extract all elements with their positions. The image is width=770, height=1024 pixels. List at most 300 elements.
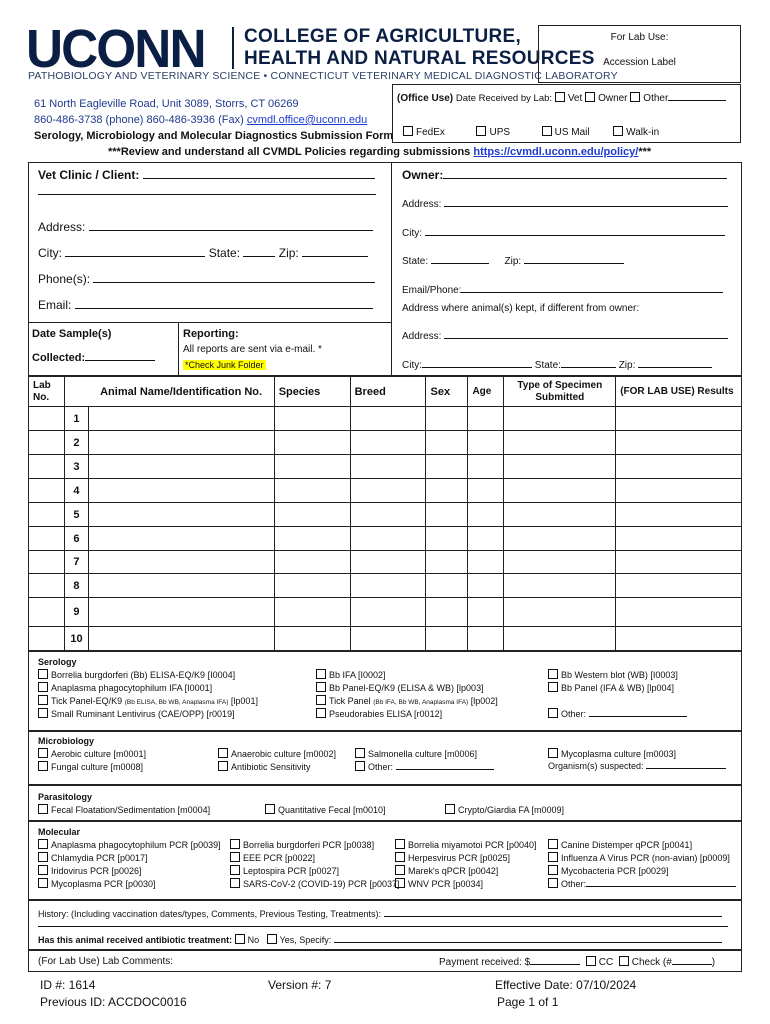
table-cell[interactable] — [426, 627, 468, 651]
table-cell[interactable] — [350, 574, 426, 598]
payment-label: Payment received: $ — [439, 957, 531, 968]
th-specimen: Type of Specimen Submitted — [504, 377, 616, 407]
table-cell[interactable] — [504, 407, 616, 431]
client-city-line[interactable] — [65, 256, 205, 257]
table-cell[interactable] — [88, 407, 274, 431]
table-row — [29, 598, 742, 627]
date-received-label: Date Received by Lab: — [455, 93, 553, 104]
kept-address-field[interactable] — [402, 331, 728, 342]
table-cell[interactable] — [88, 627, 274, 651]
table-cell[interactable] — [350, 455, 426, 479]
sero-other[interactable] — [548, 708, 687, 719]
th-results: (FOR LAB USE) Results — [616, 377, 742, 407]
para-crypto[interactable] — [445, 804, 564, 815]
table-row — [29, 574, 742, 598]
other-label: Other — [643, 93, 669, 104]
owner-zip-line[interactable] — [524, 263, 624, 264]
mol-mycobacteria[interactable] — [548, 865, 669, 876]
th-age: Age — [468, 377, 504, 407]
sero-tick1-detail: (Bb ELISA, Bb WB, Anaplasma IFA) — [124, 699, 229, 706]
table-cell[interactable] — [504, 503, 616, 527]
footer-page: Page 1 of 1 — [497, 995, 559, 1009]
row-number: 5 — [64, 503, 88, 527]
table-cell[interactable] — [88, 598, 274, 627]
kept-zip-label: Zip: — [618, 360, 636, 371]
table-cell[interactable] — [616, 479, 742, 503]
footer-version: Version #: 7 — [268, 978, 332, 992]
para-quant-fecal-label: Quantitative Fecal [m0010] — [278, 805, 386, 815]
mol-mycoplasma-label: Mycoplasma PCR [p0030] — [51, 879, 156, 889]
row-number: 4 — [64, 479, 88, 503]
mol-mycoplasma[interactable] — [38, 878, 156, 889]
table-cell[interactable] — [504, 479, 616, 503]
para-fecal-float-label: Fecal Floatation/Sedimentation [m0004] — [51, 805, 211, 815]
college-name-line1: COLLEGE OF AGRICULTURE, — [244, 26, 522, 47]
check-label: Check (# — [631, 957, 672, 968]
client-phone-line[interactable] — [93, 282, 375, 283]
footer-previous-id: Previous ID: ACCDOC0016 — [40, 995, 187, 1009]
table-cell[interactable] — [350, 431, 426, 455]
table-cell[interactable] — [29, 527, 65, 551]
vet-label: Vet — [567, 93, 583, 104]
micro-aerobic-label: Aerobic culture [m0001] — [51, 749, 147, 759]
micro-anaerobic[interactable] — [218, 748, 336, 759]
table-cell[interactable] — [274, 503, 350, 527]
payment-line[interactable] — [530, 964, 580, 965]
antibiotic-specify-line[interactable] — [334, 942, 722, 943]
payment-row[interactable] — [439, 956, 715, 968]
table-cell[interactable] — [504, 527, 616, 551]
accession-label: Accession Label — [603, 57, 676, 68]
sero-bb-wb[interactable] — [548, 669, 678, 680]
owner-name-label: Owner: — [402, 168, 444, 182]
parasitology-title: Parasitology — [38, 792, 93, 802]
check-number-line[interactable] — [672, 964, 712, 965]
table-cell[interactable] — [274, 455, 350, 479]
table-cell[interactable] — [274, 627, 350, 651]
micro-mycoplasma[interactable] — [548, 748, 676, 759]
mol-anaplasma-label: Anaplasma phagocytophilum PCR [p0039] — [51, 840, 221, 850]
micro-other-label: Other: — [368, 762, 394, 772]
delivery-row — [403, 126, 659, 138]
table-cell[interactable] — [274, 598, 350, 627]
mol-mycobacteria-label: Mycobacteria PCR [p0029] — [561, 866, 669, 876]
mol-borrelia-b-label: Borrelia burgdorferi PCR [p0038] — [243, 840, 375, 850]
sero-tick2-detail: (Bb IFA, Bb WB, Anaplasma IFA) — [373, 699, 469, 706]
table-cell[interactable] — [29, 598, 65, 627]
table-cell[interactable] — [350, 407, 426, 431]
serology-title: Serology — [38, 657, 77, 667]
kept-city-row[interactable] — [402, 360, 712, 371]
table-cell[interactable] — [274, 407, 350, 431]
sero-bb-wb-label: Bb Western blot (WB) [I0003] — [561, 670, 678, 680]
table-cell[interactable] — [504, 627, 616, 651]
vet-clinic-line[interactable] — [143, 178, 375, 179]
micro-salmonella-label: Salmonella culture [m0006] — [368, 749, 478, 759]
owner-address-field[interactable] — [402, 199, 728, 210]
table-cell[interactable] — [426, 407, 468, 431]
table-cell[interactable] — [468, 431, 504, 455]
table-cell[interactable] — [468, 574, 504, 598]
table-cell[interactable] — [274, 551, 350, 574]
history-line2[interactable] — [38, 926, 728, 927]
table-cell[interactable] — [274, 431, 350, 455]
sero-srlv-label: Small Ruminant Lentivirus (CAE/OPP) [r0019] — [51, 709, 235, 719]
footer-id: ID #: 1614 — [40, 978, 96, 992]
para-crypto-label: Crypto/Giardia FA [m0009] — [458, 805, 565, 815]
table-row — [29, 407, 742, 431]
history-section — [28, 900, 742, 950]
form-title: Serology, Microbiology and Molecular Diagnostics Submission Form — [34, 130, 394, 142]
date-received-row — [397, 92, 726, 104]
mol-wnv[interactable] — [395, 878, 483, 889]
table-cell[interactable] — [88, 431, 274, 455]
logo-wordmark: UCONN — [26, 19, 205, 79]
walkin-checkbox[interactable] — [613, 126, 623, 136]
micro-mycoplasma-label: Mycoplasma culture [m0003] — [561, 749, 677, 759]
row-number: 7 — [64, 551, 88, 574]
table-cell[interactable] — [468, 627, 504, 651]
sero-tick-panel-label: Tick Panel — [329, 696, 371, 706]
footer-effective-date: Effective Date: 07/10/2024 — [495, 978, 637, 992]
table-cell[interactable] — [274, 574, 350, 598]
table-cell[interactable] — [504, 455, 616, 479]
phone-fax: 860-486-3738 (phone) 860-486-3936 (Fax) — [34, 114, 244, 126]
policy-suffix: *** — [638, 146, 652, 158]
micro-suspected[interactable] — [548, 761, 726, 771]
table-cell[interactable] — [350, 551, 426, 574]
date-samples-label: Date Sample(s) — [32, 328, 112, 340]
table-cell[interactable] — [29, 627, 65, 651]
sero-bb-panel-ifa-wb-label: Bb Panel (IFA & WB) [lp004] — [561, 683, 675, 693]
sero-tick-panel[interactable] — [316, 695, 498, 706]
sero-anaplasma-ifa[interactable] — [38, 682, 212, 693]
owner-state-label: State: — [402, 256, 429, 267]
collected-label: Collected: — [32, 352, 86, 364]
check-checkbox[interactable] — [619, 956, 629, 966]
th-breed: Breed — [350, 377, 426, 407]
kept-state-label: State: — [534, 360, 561, 371]
para-quant-fecal[interactable] — [265, 804, 386, 815]
table-cell[interactable] — [468, 527, 504, 551]
office-use-label: (Office Use) — [397, 93, 454, 104]
client-email-field[interactable] — [38, 298, 373, 312]
usmail-checkbox[interactable] — [542, 126, 552, 136]
logo-divider — [232, 27, 234, 69]
owner-checkbox[interactable] — [585, 92, 595, 102]
client-address-line[interactable] — [89, 230, 373, 231]
mol-iridovirus-label: Iridovirus PCR [p0026] — [51, 866, 142, 876]
ups-label: UPS — [489, 127, 511, 138]
sero-other-line[interactable] — [589, 716, 687, 717]
sero-anaplasma-ifa-label: Anaplasma phagocytophilum IFA [I0001] — [51, 683, 213, 693]
lab-use-box — [538, 25, 741, 83]
table-cell[interactable] — [468, 503, 504, 527]
table-cell[interactable] — [616, 598, 742, 627]
table-cell[interactable] — [29, 551, 65, 574]
mol-distemper[interactable] — [548, 839, 692, 850]
molecular-title: Molecular — [38, 827, 81, 837]
comments-section — [28, 950, 742, 972]
kept-state-line[interactable] — [561, 367, 616, 368]
check-end: ) — [711, 957, 716, 968]
mol-wnv-label: WNV PCR [p0034] — [408, 879, 484, 889]
cc-label: CC — [598, 957, 614, 968]
animals-kept-label: Address where animal(s) kept, if different from owner: — [402, 303, 640, 314]
collected-line[interactable] — [85, 360, 155, 361]
client-owner-divider — [391, 162, 392, 376]
sample-reporting-divider — [178, 322, 179, 376]
micro-salmonella[interactable] — [355, 748, 477, 759]
table-cell[interactable] — [468, 479, 504, 503]
history-field[interactable] — [38, 909, 722, 919]
row-number: 8 — [64, 574, 88, 598]
table-cell[interactable] — [88, 551, 274, 574]
micro-other[interactable] — [355, 761, 494, 772]
sero-bb-ifa-label: Bb IFA [I0002] — [329, 670, 386, 680]
table-cell[interactable] — [88, 527, 274, 551]
micro-fungal[interactable] — [38, 761, 143, 772]
table-cell[interactable] — [616, 527, 742, 551]
client-address-field[interactable] — [38, 220, 373, 234]
mol-influenza[interactable] — [548, 852, 730, 863]
table-cell[interactable] — [350, 479, 426, 503]
table-row — [29, 551, 742, 574]
table-cell[interactable] — [616, 574, 742, 598]
mol-chlamydia[interactable] — [38, 852, 148, 863]
mol-distemper-label: Canine Distemper qPCR [p0041] — [561, 840, 693, 850]
micro-antibiotic-label: Antibiotic Sensitivity — [231, 762, 311, 772]
sero-tick-panel-eq-label: Tick Panel-EQ/K9 — [51, 696, 123, 706]
micro-antibiotic[interactable] — [218, 761, 311, 772]
para-fecal-float[interactable] — [38, 804, 210, 815]
owner-email-phone-label: Email/Phone: — [402, 285, 462, 296]
lab-use-title: For Lab Use: — [610, 32, 669, 43]
department-line: PATHOBIOLOGY AND VETERINARY SCIENCE • CONNECTICUT VETERINARY MEDICAL DIAGNOSTIC LABORATORY — [28, 70, 618, 82]
th-animal-name: Animal Name/Identification No. — [88, 377, 274, 407]
vet-clinic-label: Vet Clinic / Client: — [38, 168, 140, 182]
row-number: 3 — [64, 455, 88, 479]
table-cell[interactable] — [88, 574, 274, 598]
mol-iridovirus[interactable] — [38, 865, 142, 876]
table-cell[interactable] — [350, 527, 426, 551]
owner-address-label: Address: — [402, 199, 442, 210]
table-cell[interactable] — [468, 598, 504, 627]
owner-line[interactable] — [443, 178, 727, 179]
table-cell[interactable] — [616, 627, 742, 651]
molecular-section — [28, 821, 742, 900]
sero-tick-panel-eq[interactable] — [38, 695, 258, 706]
kept-city-label: City: — [402, 360, 422, 371]
table-cell[interactable] — [504, 574, 616, 598]
mol-other-line[interactable] — [586, 886, 736, 887]
client-city-label: City: — [38, 246, 62, 260]
owner-field[interactable] — [402, 168, 727, 182]
mol-borrelia-m[interactable] — [395, 839, 537, 850]
table-cell[interactable] — [274, 527, 350, 551]
antibiotic-no-label: No — [247, 935, 260, 945]
ups-checkbox[interactable] — [476, 126, 486, 136]
table-cell[interactable] — [350, 503, 426, 527]
policy-prefix: ***Review and understand all CVMDL Policies regarding submissions — [108, 146, 471, 158]
row-number: 10 — [64, 627, 88, 651]
fedex-checkbox[interactable] — [403, 126, 413, 136]
other-line[interactable] — [668, 100, 726, 101]
lab-comments-label: (For Lab Use) Lab Comments: — [38, 956, 174, 967]
client-sample-divider — [28, 322, 392, 323]
office-use-box — [392, 84, 741, 143]
owner-address-line[interactable] — [444, 206, 728, 207]
mol-sars-label: SARS-CoV-2 (COVID-19) PCR [p0037] — [243, 879, 400, 889]
table-cell[interactable] — [88, 503, 274, 527]
mol-leptospira-label: Leptospira PCR [p0027] — [243, 866, 340, 876]
antibiotic-row[interactable] — [38, 934, 722, 945]
client-state-label: State: — [208, 246, 241, 260]
sero-bb-panel[interactable] — [316, 682, 484, 693]
table-cell[interactable] — [29, 574, 65, 598]
table-cell[interactable] — [504, 598, 616, 627]
row-number: 2 — [64, 431, 88, 455]
mol-anaplasma[interactable] — [38, 839, 221, 850]
table-cell[interactable] — [350, 627, 426, 651]
th-species: Species — [274, 377, 350, 407]
table-row — [29, 455, 742, 479]
owner-label: Owner — [598, 93, 628, 104]
micro-anaerobic-label: Anaerobic culture [m0002] — [231, 749, 337, 759]
owner-city-line[interactable] — [425, 235, 725, 236]
table-cell[interactable] — [426, 503, 468, 527]
micro-fungal-label: Fungal culture [m0008] — [51, 762, 144, 772]
table-cell[interactable] — [426, 431, 468, 455]
row-number: 9 — [64, 598, 88, 627]
kept-address-line[interactable] — [444, 338, 728, 339]
table-row — [29, 527, 742, 551]
microbiology-section — [28, 731, 742, 785]
table-cell[interactable] — [29, 407, 65, 431]
client-zip-line[interactable] — [302, 256, 368, 257]
table-cell[interactable] — [29, 455, 65, 479]
table-cell[interactable] — [504, 551, 616, 574]
table-cell[interactable] — [426, 598, 468, 627]
table-cell[interactable] — [29, 503, 65, 527]
other-checkbox[interactable] — [630, 92, 640, 102]
usmail-label: US Mail — [554, 127, 590, 138]
mol-eee-label: EEE PCR [p0022] — [243, 853, 316, 863]
table-cell[interactable] — [29, 431, 65, 455]
mol-mareks[interactable] — [395, 865, 498, 876]
kept-city-line[interactable] — [422, 367, 532, 368]
mol-borrelia-b[interactable] — [230, 839, 374, 850]
owner-city-field[interactable] — [402, 228, 725, 239]
table-cell[interactable] — [426, 479, 468, 503]
table-cell[interactable] — [350, 598, 426, 627]
mol-other-label: Other: — [561, 879, 587, 889]
table-cell[interactable] — [504, 431, 616, 455]
vet-checkbox[interactable] — [555, 92, 565, 102]
sero-pseudorabies-label: Pseudorabies ELISA [r0012] — [329, 709, 443, 719]
kept-address-label: Address: — [402, 331, 442, 342]
table-cell[interactable] — [88, 479, 274, 503]
table-header-row — [29, 377, 742, 407]
collected-field[interactable] — [32, 352, 155, 364]
mol-eee[interactable] — [230, 852, 315, 863]
sero-srlv[interactable] — [38, 708, 235, 719]
sero-pseudorabies[interactable] — [316, 708, 442, 719]
client-email-line[interactable] — [75, 308, 373, 309]
table-cell[interactable] — [468, 551, 504, 574]
antibiotic-yes-checkbox[interactable] — [267, 934, 277, 944]
table-cell[interactable] — [274, 479, 350, 503]
mol-chlamydia-label: Chlamydia PCR [p0017] — [51, 853, 148, 863]
table-cell[interactable] — [426, 574, 468, 598]
table-cell[interactable] — [616, 455, 742, 479]
client-state-line[interactable] — [243, 256, 275, 257]
owner-state-zip-row[interactable] — [402, 256, 624, 267]
owner-email-phone-field[interactable] — [402, 285, 723, 296]
table-cell[interactable] — [616, 407, 742, 431]
sero-other-label: Other: — [561, 709, 587, 719]
client-phone-field[interactable] — [38, 272, 375, 286]
sero-bb-elisa[interactable] — [38, 669, 235, 680]
antibiotic-label: Has this animal received antibiotic treatment: — [38, 935, 233, 945]
owner-city-label: City: — [402, 228, 422, 239]
table-cell[interactable] — [426, 527, 468, 551]
policy-notice — [108, 146, 651, 158]
history-line[interactable] — [384, 916, 722, 917]
table-cell[interactable] — [88, 455, 274, 479]
table-cell[interactable] — [616, 551, 742, 574]
history-label: History: (Including vaccination dates/types, Comments, Previous Testing, Treatments): — [38, 909, 381, 919]
office-email-link[interactable]: cvmdl.office@uconn.edu — [246, 114, 368, 126]
cc-checkbox[interactable] — [586, 956, 596, 966]
mol-herpes[interactable] — [395, 852, 510, 863]
micro-aerobic[interactable] — [38, 748, 146, 759]
sero-bb-ifa[interactable] — [316, 669, 386, 680]
antibiotic-no-checkbox[interactable] — [235, 934, 245, 944]
micro-other-line[interactable] — [396, 769, 494, 770]
mol-leptospira[interactable] — [230, 865, 339, 876]
sero-bb-elisa-label: Borrelia burgdorferi (Bb) ELISA-EQ/K9 [I0004] — [51, 670, 236, 680]
table-cell[interactable] — [426, 551, 468, 574]
serology-section — [28, 651, 742, 731]
vet-clinic-line2[interactable] — [38, 194, 376, 195]
walkin-label: Walk-in — [626, 127, 660, 138]
animal-table — [28, 376, 742, 651]
kept-zip-line[interactable] — [638, 367, 712, 368]
client-address-label: Address: — [38, 220, 86, 234]
sero-tick2-code: [lp002] — [470, 696, 498, 706]
owner-email-phone-line[interactable] — [461, 292, 723, 293]
mol-other[interactable] — [548, 878, 736, 889]
table-cell[interactable] — [29, 479, 65, 503]
table-cell[interactable] — [468, 455, 504, 479]
table-cell[interactable] — [426, 455, 468, 479]
table-row — [29, 431, 742, 455]
table-cell[interactable] — [616, 503, 742, 527]
table-cell[interactable] — [616, 431, 742, 455]
micro-suspected-line[interactable] — [646, 768, 726, 769]
table-cell[interactable] — [468, 407, 504, 431]
sero-bb-panel-ifa-wb[interactable] — [548, 682, 674, 693]
college-name-line2: HEALTH AND NATURAL RESOURCES — [244, 48, 595, 69]
table-row — [29, 627, 742, 651]
mol-sars[interactable] — [230, 878, 400, 889]
client-city-row[interactable] — [38, 246, 368, 260]
vet-clinic-field[interactable] — [38, 168, 375, 182]
policy-link[interactable]: https://cvmdl.uconn.edu/policy/ — [473, 146, 639, 158]
sero-tick1-code: [lp001] — [230, 696, 258, 706]
owner-state-line[interactable] — [431, 263, 489, 264]
